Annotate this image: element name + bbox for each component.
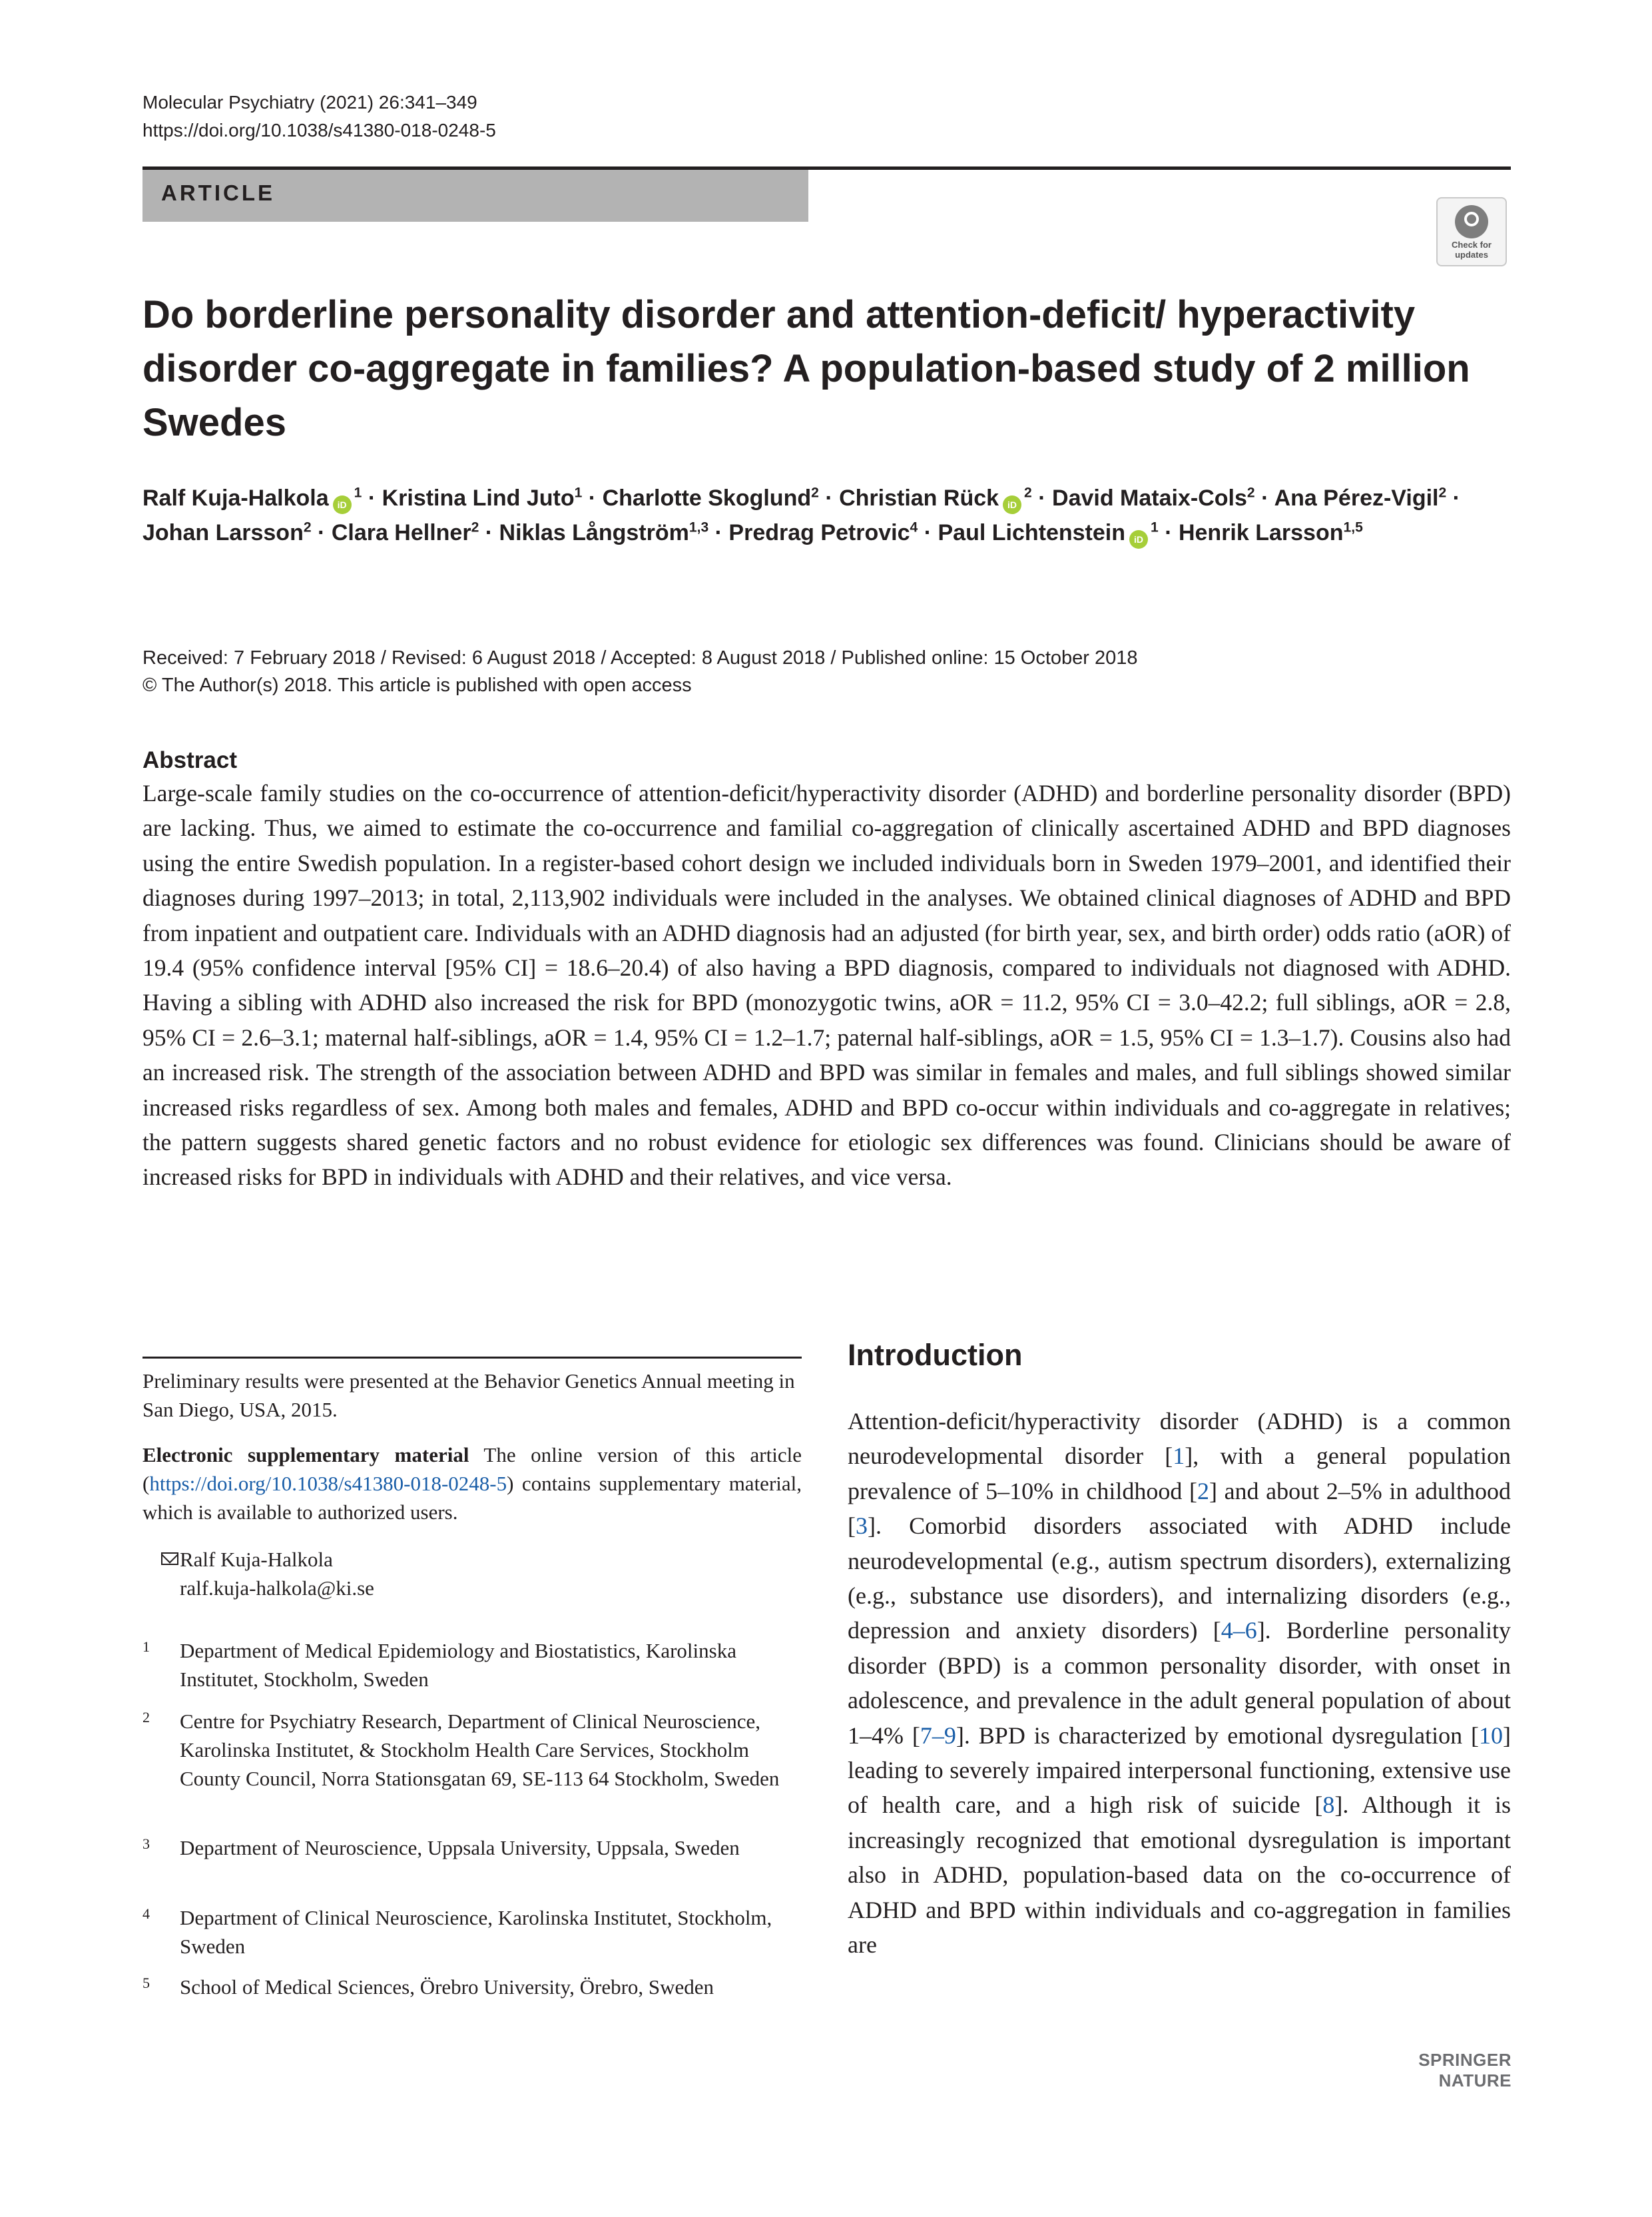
affiliation-number: 2 bbox=[142, 1709, 150, 1726]
orcid-icon[interactable]: iD bbox=[1003, 495, 1021, 514]
check-for-updates-line2: updates bbox=[1455, 250, 1488, 260]
author-name[interactable]: Christian Rück bbox=[839, 485, 999, 511]
author-separator: · bbox=[588, 485, 597, 511]
author-entry bbox=[499, 520, 709, 545]
journal-doi[interactable]: https://doi.org/10.1038/s41380-018-0248-5 bbox=[142, 120, 496, 141]
author-affiliation-marker: 2 bbox=[1024, 485, 1032, 501]
abstract-heading: Abstract bbox=[142, 747, 237, 773]
author-entry bbox=[142, 485, 362, 511]
citation-link[interactable]: 7–9 bbox=[920, 1722, 956, 1749]
author-entry bbox=[1274, 485, 1447, 511]
check-for-updates-badge[interactable] bbox=[1436, 197, 1507, 266]
author-name[interactable]: Ralf Kuja-Halkola bbox=[142, 485, 329, 511]
author-name[interactable]: Clara Hellner bbox=[331, 520, 471, 545]
affiliation-5 bbox=[142, 1973, 802, 2001]
author-name[interactable]: Charlotte Skoglund bbox=[602, 485, 812, 511]
author-affiliation-marker: 2 bbox=[811, 485, 819, 501]
author-affiliation-marker: 2 bbox=[1438, 485, 1447, 501]
abstract-text: Large-scale family studies on the co-occurrence of attention-deficit/hyperactivity disorder (ADHD) and borderline personality disorder (BPD) are lacking. Thus, we aimed to estimate the co-occurrence and familial co-aggregation of clinically ascertained ADHD and BPD diagnoses using the entire Swedish population. In a register-based cohort design we included individuals born in Sweden 1979–2001, and identified their diagnoses during 1997–2013; in total, 2,113,902 individuals were included in the analyses. We obtained clinical diagnoses of ADHD and BPD from inpatient and outpatient care. Individuals with an ADHD diagnosis had an adjusted (for birth year, sex, and birth order) odds ratio (aOR) of 19.4 (95% confidence interval [95% CI] = 18.6–20.4) of also having a BPD diagnosis, compared to individuals not diagnosed with ADHD. Having a sibling with ADHD also increased the risk for BPD (monozygotic twins, aOR = 11.2, 95% CI = 3.0–42.2; full siblings, aOR = 2.8, 95% CI = 2.6–3.1; maternal half-siblings, aOR = 1.4, 95% CI = 1.2–1.7; paternal half-siblings, aOR = 1.5, 95% CI = 1.3–1.7). Cousins also had an increased risk. The strength of the association between ADHD and BPD was similar in females and males, and full siblings showed similar increased risks regardless of sex. Among both males and females, ADHD and BPD co-occur within individuals and co-aggregate in relatives; the pattern suggests shared genetic factors and no robust evidence for etiologic sex differences was found. Clinicians should be aware of increased risks for BPD in individuals with ADHD and their relatives, and vice versa. bbox=[142, 780, 1511, 1191]
affiliation-1 bbox=[142, 1636, 802, 1694]
esm-link[interactable]: https://doi.org/10.1038/s41380-018-0248-5 bbox=[149, 1472, 507, 1495]
preliminary-note: Preliminary results were presented at the Behavior Genetics Annual meeting in San Diego, USA, 2015. bbox=[142, 1369, 795, 1421]
citation-link[interactable]: 8 bbox=[1322, 1791, 1335, 1819]
envelope-icon bbox=[161, 1552, 178, 1565]
affiliation-text: Department of Clinical Neuroscience, Karolinska Institutet, Stockholm, Sweden bbox=[180, 1906, 772, 1958]
author-separator: · bbox=[485, 520, 493, 545]
author-name[interactable]: Predrag Petrovic bbox=[728, 520, 910, 545]
affiliation-text: School of Medical Sciences, Örebro University, Örebro, Sweden bbox=[180, 1975, 714, 1999]
copyright-line: © The Author(s) 2018. This article is published with open access bbox=[142, 675, 692, 696]
citation-link[interactable]: 4–6 bbox=[1221, 1617, 1257, 1644]
author-name[interactable]: Paul Lichtenstein bbox=[938, 520, 1125, 545]
introduction-text bbox=[848, 1404, 1511, 1963]
esm-text-1: The online version of this article ( bbox=[142, 1443, 802, 1495]
esm-text-2: ) contains supplementary material, which is available to authorized users. bbox=[142, 1472, 802, 1524]
intro-text-segment: ]. Comorbid disorders associated with ADHD include neurodevelopmental (e.g., autism spectrum disorders), externalizing (e.g., substance use disorders), and internalizing disorders (e.g., depression and anxiety disorders) [ bbox=[848, 1512, 1511, 1644]
author-affiliation-marker: 1 bbox=[574, 485, 583, 501]
author-affiliation-marker: 1 bbox=[1151, 519, 1159, 535]
author-separator: · bbox=[825, 485, 833, 511]
corresponding-author bbox=[142, 1545, 802, 1602]
author-separator: · bbox=[1165, 520, 1173, 545]
orcid-icon[interactable]: iD bbox=[1129, 530, 1148, 549]
citation-link[interactable]: 3 bbox=[856, 1512, 868, 1540]
author-separator: · bbox=[714, 520, 722, 545]
citation-link[interactable]: 1 bbox=[1173, 1442, 1185, 1470]
author-entry bbox=[938, 520, 1159, 545]
author-name[interactable]: Niklas Långström bbox=[499, 520, 689, 545]
check-for-updates-icon bbox=[1455, 205, 1488, 238]
intro-text-segment: ]. BPD is characterized by emotional dysregulation [ bbox=[956, 1722, 1479, 1749]
affiliation-text: Centre for Psychiatry Research, Department of Clinical Neuroscience, Karolinska Institutet, & Stockholm Health Care Services, Stockholm County Council, Norra Stationsgatan 69, SE-113 64 Stockholm, Sweden bbox=[180, 1710, 780, 1790]
article-title: Do borderline personality disorder and attention-deficit/ hyperactivity disorder co-aggregate in families? A population-based study of 2 million Swedes bbox=[142, 293, 1470, 444]
journal-header bbox=[142, 89, 496, 145]
citation-link[interactable]: 2 bbox=[1197, 1477, 1209, 1504]
publisher-logo: SPRINGER NATURE bbox=[1418, 2050, 1512, 2090]
author-list bbox=[142, 481, 1521, 550]
intro-text-segment: ]. Borderline personality disorder (BPD) is a common personality disorder, with onset in adolescence, and prevalence in the adult general population of about 1–4% [ bbox=[848, 1617, 1511, 1749]
author-separator: · bbox=[1038, 485, 1046, 511]
journal-citation: Molecular Psychiatry (2021) 26:341–349 bbox=[142, 92, 477, 113]
author-entry bbox=[1052, 485, 1255, 511]
intro-text-segment: ]. Although it is increasingly recognized that emotional dysregulation is important also in ADHD, population-based data on the co-occurrence of ADHD and BPD within individuals and co-aggregation in families are bbox=[848, 1791, 1511, 1959]
affiliation-2 bbox=[142, 1707, 802, 1793]
history-dates: Received: 7 February 2018 / Revised: 6 August 2018 / Accepted: 8 August 2018 / Published online: 15 October 2018 bbox=[142, 647, 1138, 669]
article-type-label: ARTICLE bbox=[161, 180, 275, 205]
author-affiliation-marker: 1,5 bbox=[1343, 519, 1363, 535]
introduction-heading: Introduction bbox=[848, 1338, 1023, 1372]
affiliation-number: 1 bbox=[142, 1638, 150, 1655]
author-affiliation-marker: 2 bbox=[303, 519, 312, 535]
esm-label: Electronic supplementary material bbox=[142, 1443, 469, 1466]
footnote-rule bbox=[142, 1357, 802, 1359]
intro-text-segment: ], with a general population prevalence of 5–10% in childhood [ bbox=[848, 1442, 1511, 1504]
affiliation-number: 4 bbox=[142, 1905, 150, 1922]
author-entry bbox=[382, 485, 583, 511]
author-entry bbox=[332, 520, 479, 545]
author-entry bbox=[839, 485, 1032, 511]
article-type-banner bbox=[142, 170, 808, 222]
author-entry bbox=[142, 520, 312, 545]
affiliation-3 bbox=[142, 1833, 802, 1862]
author-separator: · bbox=[368, 485, 376, 511]
check-for-updates-text bbox=[1438, 240, 1506, 260]
supplementary-note bbox=[142, 1440, 802, 1526]
affiliation-text: Department of Neuroscience, Uppsala University, Uppsala, Sweden bbox=[180, 1836, 740, 1859]
author-name[interactable]: Johan Larsson bbox=[142, 520, 304, 545]
author-name[interactable]: David Mataix-Cols bbox=[1052, 485, 1247, 511]
author-affiliation-marker: 1,3 bbox=[688, 519, 709, 535]
author-name[interactable]: Henrik Larsson bbox=[1178, 520, 1344, 545]
author-entry bbox=[603, 485, 819, 511]
author-entry bbox=[1179, 520, 1363, 545]
affiliation-number: 5 bbox=[142, 1975, 150, 1991]
orcid-icon[interactable]: iD bbox=[333, 495, 352, 514]
author-name[interactable]: Kristina Lind Juto bbox=[382, 485, 575, 511]
author-affiliation-marker: 1 bbox=[354, 485, 362, 501]
author-affiliation-marker: 2 bbox=[471, 519, 479, 535]
author-affiliation-marker: 2 bbox=[1246, 485, 1255, 501]
corresponding-email[interactable]: ralf.kuja-halkola@ki.se bbox=[180, 1576, 374, 1600]
affiliation-text: Department of Medical Epidemiology and Biostatistics, Karolinska Institutet, Stockholm, Sweden bbox=[180, 1639, 736, 1691]
author-separator: · bbox=[924, 520, 932, 545]
intro-text-segment: ] leading to severely impaired interpersonal functioning, extensive use of health care, and a high risk of suicide [ bbox=[848, 1722, 1511, 1819]
citation-link[interactable]: 10 bbox=[1479, 1722, 1503, 1749]
author-entry bbox=[728, 520, 918, 545]
author-separator: · bbox=[1261, 485, 1269, 511]
affiliation-number: 3 bbox=[142, 1835, 150, 1852]
affiliation-4 bbox=[142, 1903, 802, 1961]
author-separator: · bbox=[1452, 485, 1460, 511]
author-separator: · bbox=[318, 520, 326, 545]
author-name[interactable]: Ana Pérez-Vigil bbox=[1274, 485, 1439, 511]
check-for-updates-line1: Check for bbox=[1452, 240, 1492, 250]
corresponding-name: Ralf Kuja-Halkola bbox=[180, 1548, 333, 1571]
intro-text-segment: ] and about 2–5% in adulthood [ bbox=[848, 1477, 1511, 1540]
publication-dates bbox=[142, 645, 1138, 699]
author-affiliation-marker: 4 bbox=[910, 519, 918, 535]
intro-text-segment: Attention-deficit/hyperactivity disorder (ADHD) is a common neurodevelopmental disorder [ bbox=[848, 1408, 1511, 1470]
